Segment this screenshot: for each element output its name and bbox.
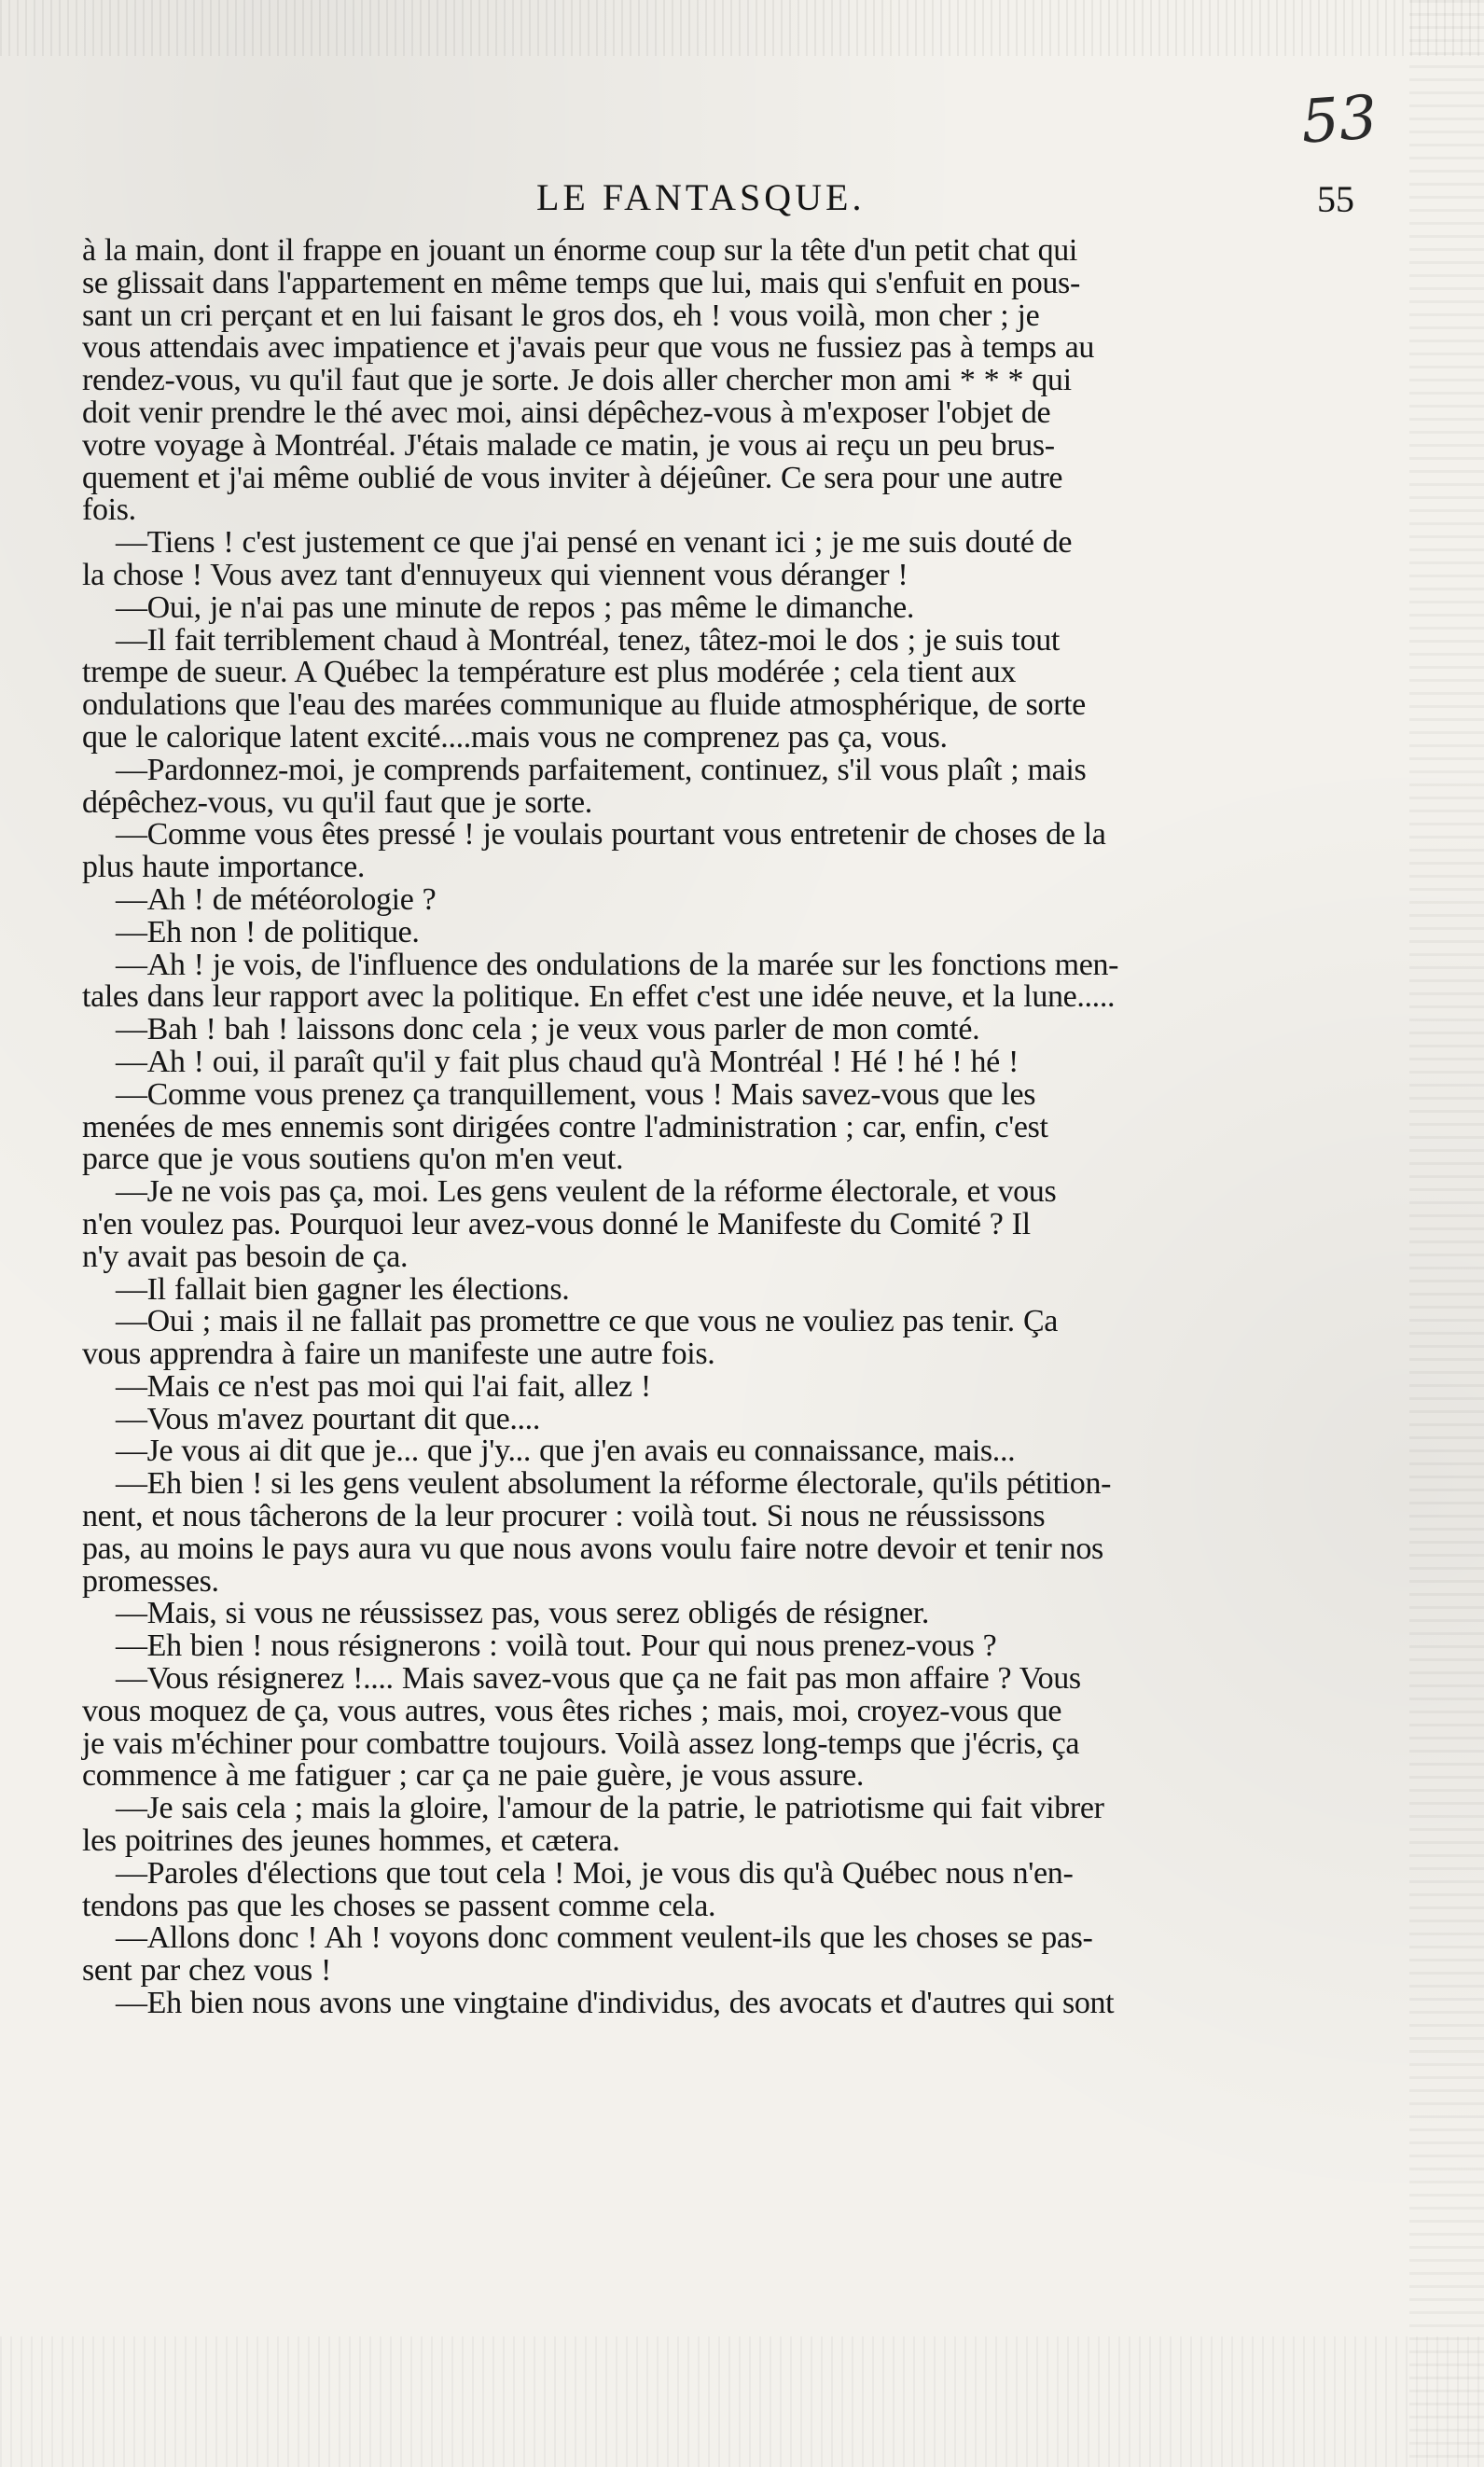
text-line: nent, et nous tâcherons de la leur procurer : voilà tout. Si nous ne réussissons [82,1499,1046,1534]
text-line: —Je vous ai dit que je... que j'y... que j'en avais eu connaissance, mais... [116,1434,1016,1469]
text-line: —Je sais cela ; mais la gloire, l'amour de la patrie, le patriotisme qui fait vibrer [116,1791,1104,1826]
text-line: promesses. [82,1563,219,1599]
text-line: —Ah ! je vois, de l'influence des ondulations de la marée sur les fonctions men- [116,947,1119,982]
scan-noise-bottom [0,2336,1484,2467]
text-line: —Vous résignerez !.... Mais savez-vous que ça ne fait pas mon affaire ? Vous [116,1661,1081,1697]
text-line: à la main, dont il frappe en jouant un énorme coup sur la tête d'un petit chat qui [82,233,1077,268]
text-line: —Mais ce n'est pas moi qui l'ai fait, allez ! [116,1368,651,1404]
text-line: —Oui, je n'ai pas une minute de repos ; pas même le dimanche. [116,589,914,625]
text-line: —Comme vous êtes pressé ! je voulais pourtant vous entretenir de choses de la [116,817,1106,852]
running-title: LE FANTASQUE. [536,176,866,218]
text-line: n'y avait pas besoin de ça. [82,1239,409,1274]
scan-noise-top [0,0,1484,56]
text-line: —Oui ; mais il ne fallait pas promettre ce que vous ne vouliez pas tenir. Ça [116,1304,1059,1339]
text-line: tendons pas que les choses se passent comme cela. [82,1888,716,1923]
text-line: —Je ne vois pas ça, moi. Les gens veulent de la réforme électorale, et vous [116,1174,1057,1210]
text-line: —Eh bien ! si les gens veulent absolument la réforme électorale, qu'ils pétition- [116,1466,1112,1502]
body-text [82,235,1369,2020]
text-line: —Mais, si vous ne réussissez pas, vous serez obligés de résigner. [116,1596,930,1631]
text-line: vous moquez de ça, vous autres, vous êtes riches ; mais, moi, croyez-vous que [82,1693,1062,1728]
text-line: fois. [82,492,136,528]
text-line: votre voyage à Montréal. J'étais malade ce matin, je vous ai reçu un peu brus- [82,427,1055,463]
text-line: —Pardonnez-moi, je comprends parfaitement, continuez, s'il vous plaît ; mais [116,752,1087,787]
text-line: —Il fallait bien gagner les élections. [116,1271,570,1307]
text-line: —Allons donc ! Ah ! voyons donc comment veulent-ils que les choses se pas- [116,1920,1093,1956]
text-line: commence à me fatiguer ; car ça ne paie guère, je vous assure. [82,1758,864,1794]
text-line: —Comme vous prenez ça tranquillement, vous ! Mais savez-vous que les [116,1076,1036,1112]
text-line: plus haute importance. [82,850,366,885]
text-line: —Bah ! bah ! laissons donc cela ; je veux vous parler de mon comté. [116,1012,980,1047]
text-line: vous apprendra à faire un manifeste une autre fois. [82,1337,715,1372]
text-line: la chose ! Vous avez tant d'ennuyeux qui viennent vous déranger ! [82,557,908,592]
text-line: quement et j'ai même oublié de vous inviter à déjeûner. Ce sera pour une autre [82,460,1063,495]
scan-noise-right [1409,0,1484,2467]
text-line: vous attendais avec impatience et j'avais peur que vous ne fussiez pas à temps au [82,330,1095,366]
text-line: les poitrines des jeunes hommes, et cætera. [82,1823,620,1859]
text-line: doit venir prendre le thé avec moi, ainsi dépêchez-vous à m'exposer l'objet de [82,395,1051,430]
text-line: tales dans leur rapport avec la politique. En effet c'est une idée neuve, et la lune..... [82,979,1116,1015]
text-line: dépêchez-vous, vu qu'il faut que je sorte. [82,784,592,820]
text-line: sent par chez vous ! [82,1953,332,1989]
text-line: se glissait dans l'appartement en même temps que lui, mais qui s'enfuit en pous- [82,265,1080,300]
text-line: ondulations que l'eau des marées communique au fluide atmosphérique, de sorte [82,687,1086,723]
text-line: n'en voulez pas. Pourquoi leur avez-vous donné le Manifeste du Comité ? Il [82,1206,1031,1241]
page-number: 55 [1317,178,1354,220]
text-line: —Eh bien nous avons une vingtaine d'individus, des avocats et d'autres qui sont [116,1986,1115,2021]
text-line: —Eh bien ! nous résignerons : voilà tout. Pour qui nous prenez-vous ? [116,1628,997,1664]
text-line: trempe de sueur. A Québec la température est plus modérée ; cela tient aux [82,655,1017,690]
text-line: —Vous m'avez pourtant dit que.... [116,1401,540,1436]
text-line: —Ah ! oui, il paraît qu'il y fait plus chaud qu'à Montréal ! Hé ! hé ! hé ! [116,1044,1019,1079]
text-line: —Tiens ! c'est justement ce que j'ai pensé en venant ici ; je me suis douté de [116,525,1073,561]
text-line: pas, au moins le pays aura vu que nous avons voulu faire notre devoir et tenir nos [82,1531,1103,1566]
text-line: —Il fait terriblement chaud à Montréal, tenez, tâtez-moi le dos ; je suis tout [116,622,1060,658]
text-line: —Paroles d'élections que tout cela ! Moi, je vous dis qu'à Québec nous n'en- [116,1855,1074,1891]
text-line: je vais m'échiner pour combattre toujours. Voilà assez long-temps que j'écris, ça [82,1726,1080,1761]
handwritten-page-number: 53 [1298,83,1380,158]
text-line: —Ah ! de météorologie ? [116,881,437,917]
text-line: rendez-vous, vu qu'il faut que je sorte. Je dois aller chercher mon ami * * * qui [82,363,1072,398]
text-line: que le calorique latent excité....mais vous ne comprenez pas ça, vous. [82,719,948,755]
text-line: menées de mes ennemis sont dirigées contre l'administration ; car, enfin, c'est [82,1109,1048,1144]
text-line: —Eh non ! de politique. [116,914,420,949]
text-line: parce que je vous soutiens qu'on m'en veut. [82,1142,624,1177]
text-line: sant un cri perçant et en lui faisant le gros dos, eh ! vous voilà, mon cher ; je [82,298,1040,333]
